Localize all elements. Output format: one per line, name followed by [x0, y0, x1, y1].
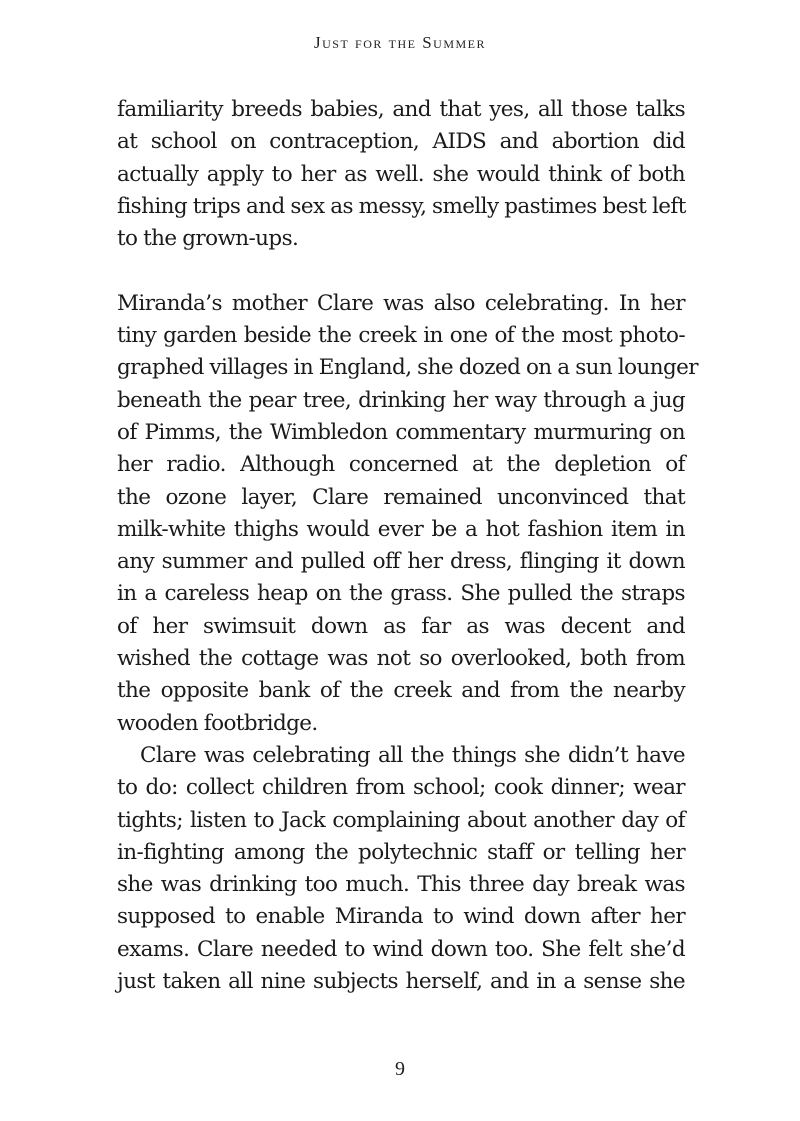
section-break: [117, 255, 685, 287]
text-line: supposed to enable Miranda to wind down after her: [117, 904, 685, 930]
running-head: Just for the Summer: [314, 33, 486, 52]
text-line: milk-white thighs would ever be a hot fashion item in: [117, 516, 685, 542]
text-line: her radio. Although concerned at the depletion of: [117, 452, 685, 478]
paragraph: [117, 94, 685, 255]
text-line: in-fighting among the polytechnic staff or telling her: [117, 839, 685, 865]
text-line: Clare was celebrating all the things she didn’t have: [140, 742, 685, 768]
text-line: tights; listen to Jack complaining about another day of: [117, 807, 685, 833]
text-line: exams. Clare needed to wind down too. She felt she’d: [117, 936, 685, 962]
text-line: just taken all nine subjects herself, and in a sense she: [117, 969, 685, 995]
text-line: familiarity breeds babies, and that yes, all those talks: [117, 97, 685, 122]
page-number: 9: [395, 1058, 405, 1080]
text-line: graphed villages in England, she dozed on a sun lounger: [117, 355, 698, 381]
text-line: in a careless heap on the grass. She pulled the straps: [117, 581, 685, 607]
text-line: she was drinking too much. This three day break was: [117, 872, 685, 898]
text-line: actually apply to her as well. she would think of both: [117, 161, 685, 187]
body-text: [117, 94, 698, 998]
text-line: to the grown-ups.: [117, 226, 299, 252]
paragraph: [117, 740, 685, 998]
text-line: at school on contraception, AIDS and abortion did: [117, 129, 685, 155]
text-line: wooden footbridge.: [117, 710, 318, 736]
text-line: Miranda’s mother Clare was also celebrating. In her: [117, 290, 685, 316]
text-line: the opposite bank of the creek and from the nearby: [117, 678, 685, 704]
text-line: any summer and pulled off her dress, flinging it down: [117, 549, 685, 575]
text-line: the ozone layer, Clare remained unconvinced that: [117, 484, 685, 510]
text-line: of her swimsuit down as far as was decent and: [117, 613, 685, 639]
text-line: of Pimms, the Wimbledon commentary murmuring on: [117, 419, 685, 445]
text-line: wished the cottage was not so overlooked, both from: [117, 646, 685, 672]
text-line: fishing trips and sex as messy, smelly pastimes best left: [117, 193, 686, 219]
text-line: tiny garden beside the creek in one of the most photo-: [117, 323, 685, 349]
text-line: beneath the pear tree, drinking her way through a jug: [117, 387, 685, 413]
paragraph: [117, 288, 698, 740]
text-line: to do: collect children from school; cook dinner; wear: [117, 775, 685, 801]
